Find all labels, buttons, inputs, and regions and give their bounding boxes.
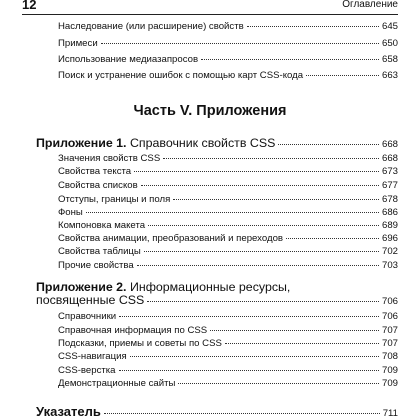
leader-dots <box>178 383 379 384</box>
toc-entry-page: 711 <box>382 408 398 419</box>
leader-dots <box>144 251 379 252</box>
toc-entry-page: 703 <box>381 260 398 271</box>
toc-entry-page: 689 <box>381 220 398 231</box>
toc-entry-title: Справочники <box>58 311 117 322</box>
page-number: 12 <box>22 0 37 12</box>
leader-dots <box>101 43 379 44</box>
leader-dots <box>119 370 379 371</box>
toc-entry-title: Отступы, границы и поля <box>58 194 171 205</box>
toc-entry-title: Прочие свойства <box>58 260 134 271</box>
appendix-label: Приложение 1. <box>36 136 127 150</box>
toc-entry-page: 707 <box>381 325 398 336</box>
toc-entry-page: 706 <box>381 311 398 322</box>
toc-entry[interactable] <box>58 338 398 349</box>
toc-entry[interactable] <box>58 260 398 271</box>
toc-entry[interactable] <box>58 351 398 362</box>
leader-dots <box>163 158 379 159</box>
running-title: Оглавление <box>342 0 398 10</box>
toc-entry[interactable] <box>58 194 398 205</box>
toc-entry[interactable] <box>58 38 398 49</box>
toc-entry-title: Демонстрационные сайты <box>58 378 176 389</box>
leader-dots <box>225 343 379 344</box>
toc-entry-title: Фоны <box>58 207 83 218</box>
toc-entry-title: Примеси <box>58 38 98 49</box>
toc-entry[interactable] <box>58 207 398 218</box>
toc-entry[interactable] <box>58 166 398 177</box>
toc-entry-page: 668 <box>381 153 398 164</box>
toc-entry[interactable] <box>58 246 398 257</box>
appendix-title: посвященные CSS <box>36 293 145 307</box>
leader-dots <box>201 59 379 60</box>
toc-entry-page: 645 <box>381 21 398 32</box>
toc-entry[interactable] <box>58 153 398 164</box>
toc-entry-title: Справочная информация по CSS <box>58 325 208 336</box>
toc-entry[interactable] <box>58 21 398 32</box>
leader-dots <box>148 225 379 226</box>
toc-entry-page: 702 <box>381 246 398 257</box>
toc-entry-page: 668 <box>381 139 398 150</box>
leader-dots <box>247 26 379 27</box>
toc-entry-page: 709 <box>381 378 398 389</box>
leader-dots <box>137 265 379 266</box>
leader-dots <box>86 212 379 213</box>
leader-dots <box>210 330 379 331</box>
toc-entry-page: 709 <box>381 365 398 376</box>
toc-entry[interactable] <box>58 180 398 191</box>
toc-entry[interactable] <box>58 311 398 322</box>
index-title: Указатель <box>36 404 101 419</box>
toc-entry-page: 696 <box>381 233 398 244</box>
index-entry[interactable] <box>36 404 398 419</box>
toc-entry[interactable] <box>58 365 398 376</box>
appendix-title: Справочник свойств CSS <box>126 136 276 150</box>
toc-entry-page: 673 <box>381 166 398 177</box>
leader-dots <box>104 413 380 414</box>
toc-entry-title: Свойства текста <box>58 166 132 177</box>
toc-entry[interactable] <box>58 70 398 81</box>
toc-entry[interactable] <box>58 220 398 231</box>
toc-entry-title: Поиск и устранение ошибок с помощью карт CSS-кода <box>58 70 304 81</box>
toc-entry-title: Подсказки, приемы и советы по CSS <box>58 338 222 349</box>
toc-entry-title: CSS-верстка <box>58 365 116 376</box>
toc-entry-title: Свойства анимации, преобразований и переходов <box>58 233 284 244</box>
part-title: Часть V. Приложения <box>133 103 287 119</box>
toc-entry-title: Свойства списков <box>58 180 138 191</box>
leader-dots <box>286 238 379 239</box>
toc-entry-page: 707 <box>381 338 398 349</box>
leader-dots <box>173 199 379 200</box>
page-header <box>22 0 398 15</box>
toc-entry-page: 706 <box>381 296 398 307</box>
leader-dots <box>141 185 379 186</box>
toc-entry-title: Компоновка макета <box>58 220 146 231</box>
appendix-label: Приложение 2. <box>36 280 127 294</box>
appendix-2-heading-line2[interactable] <box>36 293 398 307</box>
toc-entry-title: Использование медиазапросов <box>58 54 199 65</box>
toc-entry-title: Наследование (или расширение) свойств <box>58 21 244 32</box>
toc-entry-page: 686 <box>381 207 398 218</box>
toc-entry-page: 708 <box>381 351 398 362</box>
toc-entry-page: 650 <box>381 38 398 49</box>
toc-entry[interactable] <box>58 378 398 389</box>
toc-entry-title: Свойства таблицы <box>58 246 141 257</box>
leader-dots <box>134 171 379 172</box>
appendix-1-heading[interactable] <box>36 136 398 150</box>
toc-entry-title: CSS-навигация <box>58 351 127 362</box>
leader-dots <box>278 144 379 145</box>
toc-entry[interactable] <box>58 325 398 336</box>
leader-dots <box>147 301 379 302</box>
toc-entry[interactable] <box>58 233 398 244</box>
toc-entry[interactable] <box>58 54 398 65</box>
toc-entry-page: 658 <box>381 54 398 65</box>
toc-entry-page: 663 <box>381 70 398 81</box>
leader-dots <box>130 356 379 357</box>
appendix-title: Информационные ресурсы, <box>126 280 291 294</box>
leader-dots <box>119 316 379 317</box>
toc-entry-title: Значения свойств CSS <box>58 153 161 164</box>
toc-entry-page: 677 <box>381 180 398 191</box>
toc-entry-page: 678 <box>381 194 398 205</box>
leader-dots <box>306 75 379 76</box>
